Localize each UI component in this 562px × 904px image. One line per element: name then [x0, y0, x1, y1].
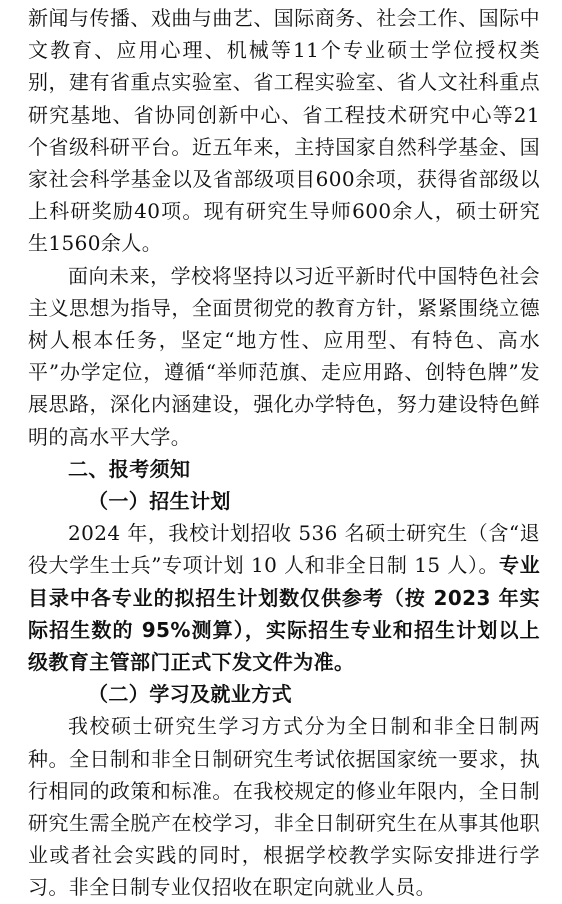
enrollment-plan-notice: 专业目录中各专业的拟招生计划数仅供参考（按 2023 年实际招生数的 95%测算），实际招生专业和招生计划以上级教育主管部门正式下发文件为准。	[28, 553, 540, 675]
enrollment-plan-paragraph	[28, 517, 540, 678]
subsection-heading-enrollment-plan: （一）招生计划	[88, 489, 231, 514]
section-heading-application-notes: 二、报考须知	[68, 456, 191, 481]
future-outlook-paragraph: 面向未来，学校将坚持以习近平新时代中国特色社会主义思想为指导，全面贯彻党的教育方针，紧紧围绕立德树人根本任务，坚定“地方性、应用型、有特色、高水平”办学定位，遵循“举师范旗、走应用路、创特色牌”发展思路，深化内涵建设，强化办学特色，努力建设特色鲜明的高水平大学。	[28, 263, 540, 449]
intro-continued-paragraph: 新闻与传播、戏曲与曲艺、国际商务、社会工作、国际中文教育、应用心理、机械等11个专业硕士学位授权类别，建有省重点实验室、省工程实验室、省人文社科重点研究基地、省协同创新中心、省工程技术研究中心等21个省级科研平台。近五年来，主持国家自然科学基金、国家社会科学基金以及省部级项目600余项，获得省部级以上科研奖励40项。现有研究生导师600余人，硕士研究生1560余人。	[28, 6, 540, 256]
document-page	[28, 2, 540, 900]
enrollment-plan-text: 2024 年，我校计划招收 536 名硕士研究生（含“退役大学生士兵”专项计划 10 人和非全日制 15 人）。	[28, 521, 540, 578]
subsection-heading-study-mode: （二）学习及就业方式	[88, 682, 292, 707]
study-mode-paragraph: 我校硕士研究生学习方式分为全日制和非全日制两种。全日制和非全日制研究生考试依据国家统一要求，执行相同的政策和标准。在我校规定的修业年限内，全日制研究生需全脱产在校学习，非全日制研究生在从事其他职业或者社会实践的同时，根据学校教学实际安排进行学习。非全日制专业仅招收在职定向就业人员。	[28, 714, 540, 900]
